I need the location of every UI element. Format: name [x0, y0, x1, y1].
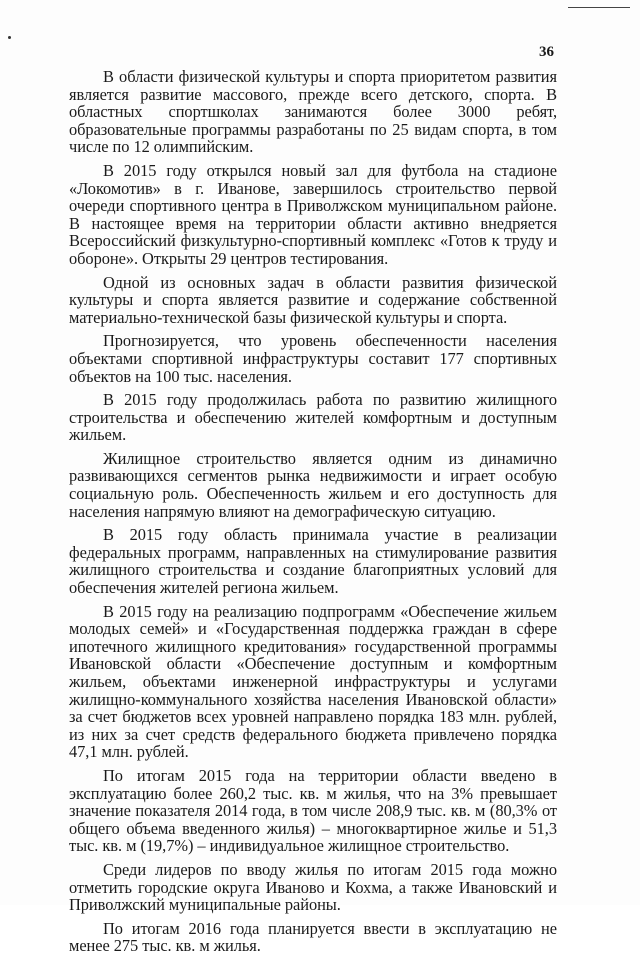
paragraph-housing-2015: В 2015 году продолжилась работа по развитию жилищного строительства и обеспечению жителей комфортным и доступным жильем.: [69, 390, 557, 445]
paragraph-housing-commissioned: По итогам 2015 года на территории области введено в эксплуатацию более 260,2 тыс. кв. м жилья, что на 3% превышает значение показателя 2014 года, в том числе 208,9 тыс. кв. м (80,3% от общего объема введенного жилья) – многоквартирное жилье и 51,3 тыс. кв. м (19,7%) – индивидуальное жилищное строительство.: [69, 765, 557, 856]
scan-artifact-line: [568, 7, 630, 8]
paragraph-sports-priority: В области физической культуры и спорта приоритетом развития является развитие массового, прежде всего детского, спорта. В областных спортшколах занимаются более 3000 ребят, образовательные программы разработаны по 25 видам спорта, в том числе по 12 олимпийским.: [69, 67, 557, 157]
paragraph-housing-market: Жилищное строительство является одним из динамично развивающихся сегментов рынка недвижимости и играет особую социальную роль. Обеспеченность жильем и его доступность для населения напрямую влияют на демографическую ситуацию.: [69, 448, 557, 521]
paragraph-federal-programs: В 2015 году область принимала участие в реализации федеральных программ, направленных на стимулирование развития жилищного строительства и создание благоприятных условий для обеспечения жителей региона жильем.: [69, 525, 557, 598]
document-body: [69, 68, 557, 961]
paragraph-subprograms-funding: В 2015 году на реализацию подпрограмм «Обеспечение жильем молодых семей» и «Государственная поддержка граждан в сфере ипотечного жилищного кредитования» государственной программы Ивановской области «Обеспечение доступным и комфортным жильем, объектами инженерной инфраструктуры и услугами жилищно-коммунального хозяйства населения Ивановской области» за счет бюджетов всех уровней направлено порядка 183 млн. рублей, из них за счет средств федерального бюджета привлечено порядка 47,1 млн. рублей.: [69, 601, 557, 762]
page-number: 36: [539, 44, 554, 60]
paragraph-housing-plan-2016: По итогам 2016 года планируется ввести в эксплуатацию не менее 275 тыс. кв. м жилья.: [69, 918, 557, 956]
paragraph-sports-facilities-2015: В 2015 году открылся новый зал для футбола на стадионе «Локомотив» в г. Иванове, завершилось строительство первой очереди спортивного центра в Приволжском муниципальном районе. В настоящее время на территории области активно внедряется Всероссийский физкультурно-спортивный комплекс «Готов к труду и обороне». Открыты 29 центров тестирования.: [69, 160, 557, 268]
paragraph-housing-leaders: Среди лидеров по вводу жилья по итогам 2015 года можно отметить городские округа Иваново и Кохма, а также Ивановский и Приволжский муниципальные районы.: [69, 859, 557, 915]
paragraph-sports-forecast: Прогнозируется, что уровень обеспеченности населения объектами спортивной инфраструктуры составит 177 спортивных объектов на 100 тыс. населения.: [69, 331, 557, 386]
paragraph-sports-main-task: Одной из основных задач в области развития физической культуры и спорта является развитие и содержание собственной материально-технической базы физической культуры и спорта.: [69, 272, 557, 327]
scan-artifact-dot: [8, 36, 11, 39]
